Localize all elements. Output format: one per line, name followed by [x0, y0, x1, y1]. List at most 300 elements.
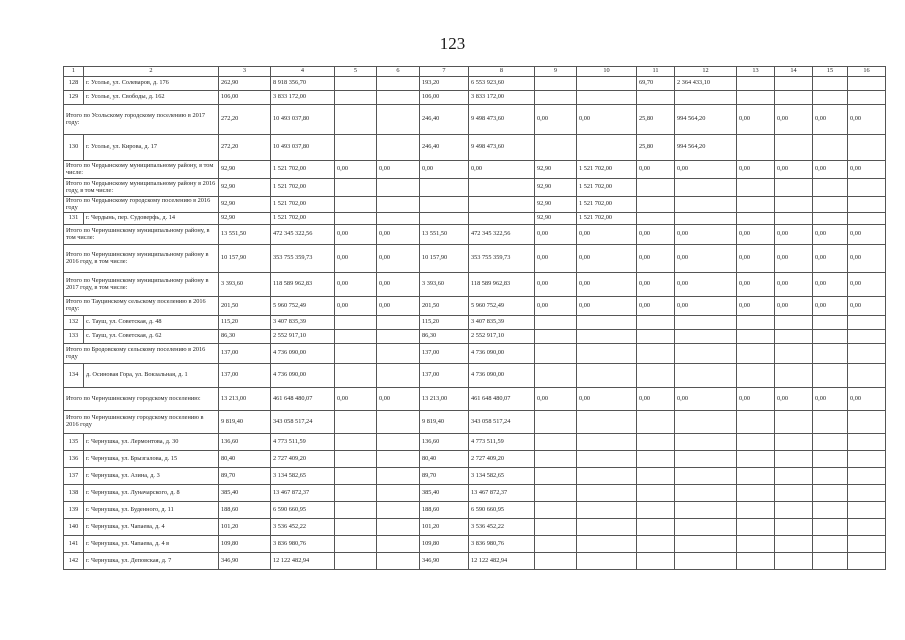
- value-cell: [535, 536, 577, 553]
- value-cell: [377, 519, 420, 536]
- column-number-header: 16: [848, 67, 886, 77]
- value-cell: [577, 344, 637, 364]
- value-cell: [377, 502, 420, 519]
- subtotal-label: Итого по Чернушинскому городскому поселению:: [64, 388, 219, 411]
- value-cell: [775, 468, 813, 485]
- row-number: 137: [64, 468, 84, 485]
- value-cell: [469, 213, 535, 225]
- row-number: 131: [64, 213, 84, 225]
- value-cell: 0,00: [335, 273, 377, 297]
- table-body: [64, 67, 886, 570]
- value-cell: 13 213,00: [219, 388, 271, 411]
- value-cell: 472 345 322,56: [469, 225, 535, 245]
- value-cell: 9 819,40: [420, 411, 469, 434]
- subtotal-row: [64, 388, 886, 411]
- value-cell: 472 345 322,56: [271, 225, 335, 245]
- value-cell: [737, 451, 775, 468]
- value-cell: 69,70: [637, 77, 675, 91]
- value-cell: [335, 344, 377, 364]
- subtotal-label: Итого по Тауцинскому сельскому поселению в 2016 году:: [64, 297, 219, 316]
- value-cell: [637, 536, 675, 553]
- value-cell: [775, 553, 813, 570]
- subtotal-label: Итого по Чердынскому городскому поселению в 2016 году: [64, 197, 219, 213]
- value-cell: 86,30: [219, 330, 271, 344]
- value-cell: [535, 411, 577, 434]
- value-cell: [675, 364, 737, 388]
- value-cell: 0,00: [775, 297, 813, 316]
- subtotal-label: Итого по Усольскому городскому поселению в 2017 году:: [64, 105, 219, 135]
- column-number-header: 15: [813, 67, 848, 77]
- value-cell: 0,00: [775, 225, 813, 245]
- value-cell: [335, 179, 377, 197]
- value-cell: [675, 553, 737, 570]
- value-cell: 0,00: [377, 273, 420, 297]
- row-number: 135: [64, 434, 84, 451]
- value-cell: [675, 536, 737, 553]
- value-cell: 1 521 702,00: [271, 197, 335, 213]
- value-cell: 0,00: [637, 273, 675, 297]
- value-cell: [377, 135, 420, 161]
- value-cell: [637, 411, 675, 434]
- value-cell: [637, 364, 675, 388]
- value-cell: [813, 536, 848, 553]
- address-cell: д. Осиновая Гора, ул. Вокзальная, д. 1: [84, 364, 219, 388]
- value-cell: [737, 330, 775, 344]
- value-cell: 0,00: [535, 225, 577, 245]
- value-cell: [775, 434, 813, 451]
- value-cell: 0,00: [813, 105, 848, 135]
- column-number-header: 3: [219, 67, 271, 77]
- value-cell: [813, 502, 848, 519]
- value-cell: 5 960 752,49: [469, 297, 535, 316]
- value-cell: 0,00: [535, 273, 577, 297]
- value-cell: [637, 197, 675, 213]
- value-cell: [637, 553, 675, 570]
- value-cell: 994 564,20: [675, 135, 737, 161]
- value-cell: [848, 330, 886, 344]
- value-cell: 201,50: [420, 297, 469, 316]
- column-number-header: 14: [775, 67, 813, 77]
- value-cell: [848, 451, 886, 468]
- value-cell: [737, 213, 775, 225]
- value-cell: 246,40: [420, 135, 469, 161]
- value-cell: [848, 485, 886, 502]
- value-cell: [775, 364, 813, 388]
- value-cell: [848, 364, 886, 388]
- value-cell: 0,00: [848, 297, 886, 316]
- value-cell: [637, 344, 675, 364]
- value-cell: [577, 451, 637, 468]
- value-cell: 343 058 517,24: [271, 411, 335, 434]
- address-cell: г. Усолье, ул. Кирова, д. 17: [84, 135, 219, 161]
- value-cell: 137,00: [420, 344, 469, 364]
- value-cell: [535, 135, 577, 161]
- address-cell: г. Усолье, ул. Свободы, д. 162: [84, 91, 219, 105]
- value-cell: [377, 77, 420, 91]
- table-header-row: [64, 67, 886, 77]
- value-cell: 137,00: [420, 364, 469, 388]
- value-cell: [775, 197, 813, 213]
- value-cell: 0,00: [675, 245, 737, 273]
- value-cell: 10 157,90: [420, 245, 469, 273]
- value-cell: [535, 553, 577, 570]
- value-cell: 92,90: [535, 197, 577, 213]
- value-cell: [775, 330, 813, 344]
- value-cell: 0,00: [675, 225, 737, 245]
- value-cell: [377, 344, 420, 364]
- page-number: 123: [439, 34, 466, 53]
- value-cell: [848, 411, 886, 434]
- address-cell: с. Тауш, ул. Советская, д. 48: [84, 316, 219, 330]
- value-cell: 2 727 409,20: [469, 451, 535, 468]
- value-cell: [577, 519, 637, 536]
- value-cell: 0,00: [535, 388, 577, 411]
- value-cell: 0,00: [737, 105, 775, 135]
- address-cell: г. Чернушка, ул. Луначарского, д. 8: [84, 485, 219, 502]
- value-cell: [637, 519, 675, 536]
- value-cell: [848, 179, 886, 197]
- value-cell: [577, 330, 637, 344]
- value-cell: [335, 553, 377, 570]
- subtotal-row: [64, 344, 886, 364]
- value-cell: 4 736 090,00: [271, 344, 335, 364]
- value-cell: 3 536 452,22: [469, 519, 535, 536]
- value-cell: 0,00: [737, 388, 775, 411]
- value-cell: [848, 502, 886, 519]
- value-cell: 6 553 923,60: [469, 77, 535, 91]
- value-cell: [775, 91, 813, 105]
- value-cell: 3 407 835,39: [469, 316, 535, 330]
- value-cell: 0,00: [377, 297, 420, 316]
- value-cell: [675, 330, 737, 344]
- value-cell: 0,00: [577, 245, 637, 273]
- value-cell: 9 498 473,60: [469, 105, 535, 135]
- value-cell: 9 819,40: [219, 411, 271, 434]
- value-cell: [848, 519, 886, 536]
- value-cell: [848, 197, 886, 213]
- value-cell: 0,00: [813, 245, 848, 273]
- value-cell: 0,00: [775, 273, 813, 297]
- value-cell: 109,80: [219, 536, 271, 553]
- value-cell: [577, 316, 637, 330]
- column-number-header: 4: [271, 67, 335, 77]
- value-cell: 25,80: [637, 135, 675, 161]
- column-number-header: 13: [737, 67, 775, 77]
- subtotal-row: [64, 179, 886, 197]
- address-cell: с. Тауш, ул. Советская, д. 62: [84, 330, 219, 344]
- value-cell: [637, 91, 675, 105]
- row-number: 128: [64, 77, 84, 91]
- value-cell: 92,90: [219, 213, 271, 225]
- table-row: [64, 77, 886, 91]
- address-cell: г. Чернушка, ул. Брызгалова, д. 15: [84, 451, 219, 468]
- value-cell: 0,00: [577, 273, 637, 297]
- value-cell: 86,30: [420, 330, 469, 344]
- value-cell: [377, 364, 420, 388]
- address-cell: г. Чердынь, пер. Судоверфь, д. 14: [84, 213, 219, 225]
- value-cell: 0,00: [675, 161, 737, 179]
- value-cell: [775, 536, 813, 553]
- value-cell: [813, 553, 848, 570]
- value-cell: 3 393,60: [420, 273, 469, 297]
- value-cell: [675, 451, 737, 468]
- table-row: [64, 519, 886, 536]
- table-row: [64, 553, 886, 570]
- value-cell: [737, 502, 775, 519]
- value-cell: [737, 179, 775, 197]
- value-cell: 1 521 702,00: [577, 179, 637, 197]
- value-cell: [775, 451, 813, 468]
- value-cell: [535, 485, 577, 502]
- value-cell: 3 836 980,76: [469, 536, 535, 553]
- value-cell: [775, 485, 813, 502]
- value-cell: [813, 135, 848, 161]
- value-cell: 0,00: [377, 245, 420, 273]
- value-cell: 0,00: [577, 105, 637, 135]
- column-number-header: 8: [469, 67, 535, 77]
- subtotal-row: [64, 411, 886, 434]
- value-cell: [775, 316, 813, 330]
- subtotal-row: [64, 225, 886, 245]
- value-cell: [848, 468, 886, 485]
- table-row: [64, 502, 886, 519]
- value-cell: 0,00: [377, 161, 420, 179]
- value-cell: [675, 434, 737, 451]
- value-cell: 0,00: [737, 273, 775, 297]
- value-cell: 92,90: [535, 179, 577, 197]
- value-cell: [377, 485, 420, 502]
- value-cell: 193,20: [420, 77, 469, 91]
- value-cell: [813, 213, 848, 225]
- value-cell: 4 736 090,00: [271, 364, 335, 388]
- value-cell: [335, 316, 377, 330]
- table-row: [64, 364, 886, 388]
- value-cell: 136,60: [420, 434, 469, 451]
- value-cell: 272,20: [219, 105, 271, 135]
- value-cell: [577, 434, 637, 451]
- value-cell: 353 755 359,73: [271, 245, 335, 273]
- value-cell: [737, 344, 775, 364]
- value-cell: [737, 364, 775, 388]
- value-cell: 3 407 835,39: [271, 316, 335, 330]
- value-cell: 1 521 702,00: [577, 161, 637, 179]
- value-cell: 0,00: [637, 161, 675, 179]
- column-number-header: 11: [637, 67, 675, 77]
- table-row: [64, 91, 886, 105]
- value-cell: [737, 468, 775, 485]
- value-cell: 0,00: [535, 297, 577, 316]
- value-cell: [737, 536, 775, 553]
- value-cell: 353 755 359,73: [469, 245, 535, 273]
- value-cell: 0,00: [813, 273, 848, 297]
- value-cell: 3 833 172,00: [469, 91, 535, 105]
- value-cell: [577, 91, 637, 105]
- value-cell: 0,00: [813, 297, 848, 316]
- value-cell: [813, 468, 848, 485]
- value-cell: [637, 213, 675, 225]
- value-cell: 385,40: [219, 485, 271, 502]
- value-cell: [775, 502, 813, 519]
- value-cell: [675, 519, 737, 536]
- value-cell: 0,00: [637, 388, 675, 411]
- value-cell: 2 727 409,20: [271, 451, 335, 468]
- value-cell: 6 590 660,95: [469, 502, 535, 519]
- table-row: [64, 316, 886, 330]
- value-cell: [637, 316, 675, 330]
- address-cell: г. Чернушка, ул. Чапаева, д. 4 в: [84, 536, 219, 553]
- value-cell: 0,00: [577, 297, 637, 316]
- value-cell: [335, 197, 377, 213]
- value-cell: [848, 213, 886, 225]
- value-cell: 0,00: [675, 297, 737, 316]
- value-cell: [335, 135, 377, 161]
- value-cell: [737, 434, 775, 451]
- value-cell: [737, 91, 775, 105]
- value-cell: [675, 91, 737, 105]
- value-cell: [420, 179, 469, 197]
- value-cell: [377, 536, 420, 553]
- value-cell: 0,00: [335, 161, 377, 179]
- row-number: 129: [64, 91, 84, 105]
- value-cell: [737, 485, 775, 502]
- column-number-header: 10: [577, 67, 637, 77]
- program-table: [63, 66, 886, 570]
- row-number: 132: [64, 316, 84, 330]
- value-cell: [377, 197, 420, 213]
- value-cell: [535, 316, 577, 330]
- value-cell: 0,00: [335, 225, 377, 245]
- table-row: [64, 485, 886, 502]
- value-cell: 461 648 480,07: [271, 388, 335, 411]
- value-cell: [637, 179, 675, 197]
- value-cell: [377, 330, 420, 344]
- value-cell: [335, 91, 377, 105]
- value-cell: 13 551,50: [219, 225, 271, 245]
- value-cell: [775, 519, 813, 536]
- value-cell: [848, 344, 886, 364]
- value-cell: 0,00: [637, 245, 675, 273]
- row-number: 138: [64, 485, 84, 502]
- value-cell: [535, 364, 577, 388]
- value-cell: 0,00: [737, 297, 775, 316]
- value-cell: 12 122 482,94: [271, 553, 335, 570]
- value-cell: [813, 434, 848, 451]
- value-cell: 1 521 702,00: [271, 179, 335, 197]
- value-cell: 101,20: [219, 519, 271, 536]
- subtotal-row: [64, 197, 886, 213]
- value-cell: 346,90: [420, 553, 469, 570]
- value-cell: 0,00: [737, 225, 775, 245]
- value-cell: 25,80: [637, 105, 675, 135]
- value-cell: 0,00: [813, 161, 848, 179]
- row-number: 141: [64, 536, 84, 553]
- value-cell: 4 773 511,59: [271, 434, 335, 451]
- value-cell: [335, 536, 377, 553]
- value-cell: [535, 451, 577, 468]
- value-cell: [813, 179, 848, 197]
- value-cell: 13 213,00: [420, 388, 469, 411]
- value-cell: 0,00: [848, 388, 886, 411]
- value-cell: 0,00: [775, 105, 813, 135]
- column-number-header: 9: [535, 67, 577, 77]
- address-cell: г. Чернушка, ул. Азина, д. 3: [84, 468, 219, 485]
- value-cell: [335, 434, 377, 451]
- value-cell: 0,00: [335, 245, 377, 273]
- value-cell: 0,00: [377, 388, 420, 411]
- value-cell: [577, 135, 637, 161]
- value-cell: [675, 213, 737, 225]
- value-cell: 2 552 917,10: [271, 330, 335, 344]
- value-cell: 10 493 037,80: [271, 135, 335, 161]
- value-cell: [535, 77, 577, 91]
- value-cell: 89,70: [420, 468, 469, 485]
- value-cell: 4 773 511,59: [469, 434, 535, 451]
- value-cell: 4 736 090,00: [469, 364, 535, 388]
- subtotal-label: Итого по Чернушинскому муниципальному району в 2017 году, в том числе:: [64, 273, 219, 297]
- subtotal-row: [64, 161, 886, 179]
- row-number: 130: [64, 135, 84, 161]
- value-cell: 10 493 037,80: [271, 105, 335, 135]
- value-cell: [335, 485, 377, 502]
- value-cell: [813, 519, 848, 536]
- value-cell: [737, 77, 775, 91]
- value-cell: [535, 502, 577, 519]
- value-cell: [377, 213, 420, 225]
- value-cell: [577, 364, 637, 388]
- value-cell: [813, 330, 848, 344]
- value-cell: 9 498 473,60: [469, 135, 535, 161]
- value-cell: [848, 434, 886, 451]
- value-cell: [377, 411, 420, 434]
- value-cell: [737, 135, 775, 161]
- value-cell: [377, 179, 420, 197]
- row-number: 136: [64, 451, 84, 468]
- value-cell: 3 836 980,76: [271, 536, 335, 553]
- value-cell: [377, 451, 420, 468]
- value-cell: 0,00: [813, 388, 848, 411]
- value-cell: 272,20: [219, 135, 271, 161]
- value-cell: 137,00: [219, 344, 271, 364]
- value-cell: [535, 468, 577, 485]
- value-cell: [675, 316, 737, 330]
- value-cell: 0,00: [577, 388, 637, 411]
- subtotal-label: Итого по Чернушинскому городскому поселению в 2016 году: [64, 411, 219, 434]
- value-cell: [675, 468, 737, 485]
- value-cell: [577, 485, 637, 502]
- value-cell: [335, 364, 377, 388]
- value-cell: 1 521 702,00: [577, 197, 637, 213]
- column-number-header: 5: [335, 67, 377, 77]
- value-cell: 0,00: [577, 225, 637, 245]
- value-cell: [577, 77, 637, 91]
- value-cell: [813, 485, 848, 502]
- value-cell: [637, 451, 675, 468]
- value-cell: [848, 135, 886, 161]
- value-cell: [377, 91, 420, 105]
- value-cell: [775, 77, 813, 91]
- value-cell: [535, 330, 577, 344]
- value-cell: [577, 411, 637, 434]
- value-cell: [813, 344, 848, 364]
- value-cell: 0,00: [848, 245, 886, 273]
- value-cell: 246,40: [420, 105, 469, 135]
- table-row: [64, 330, 886, 344]
- value-cell: 0,00: [377, 225, 420, 245]
- value-cell: 80,40: [219, 451, 271, 468]
- value-cell: 3 134 582,65: [469, 468, 535, 485]
- value-cell: [848, 316, 886, 330]
- value-cell: 92,90: [535, 161, 577, 179]
